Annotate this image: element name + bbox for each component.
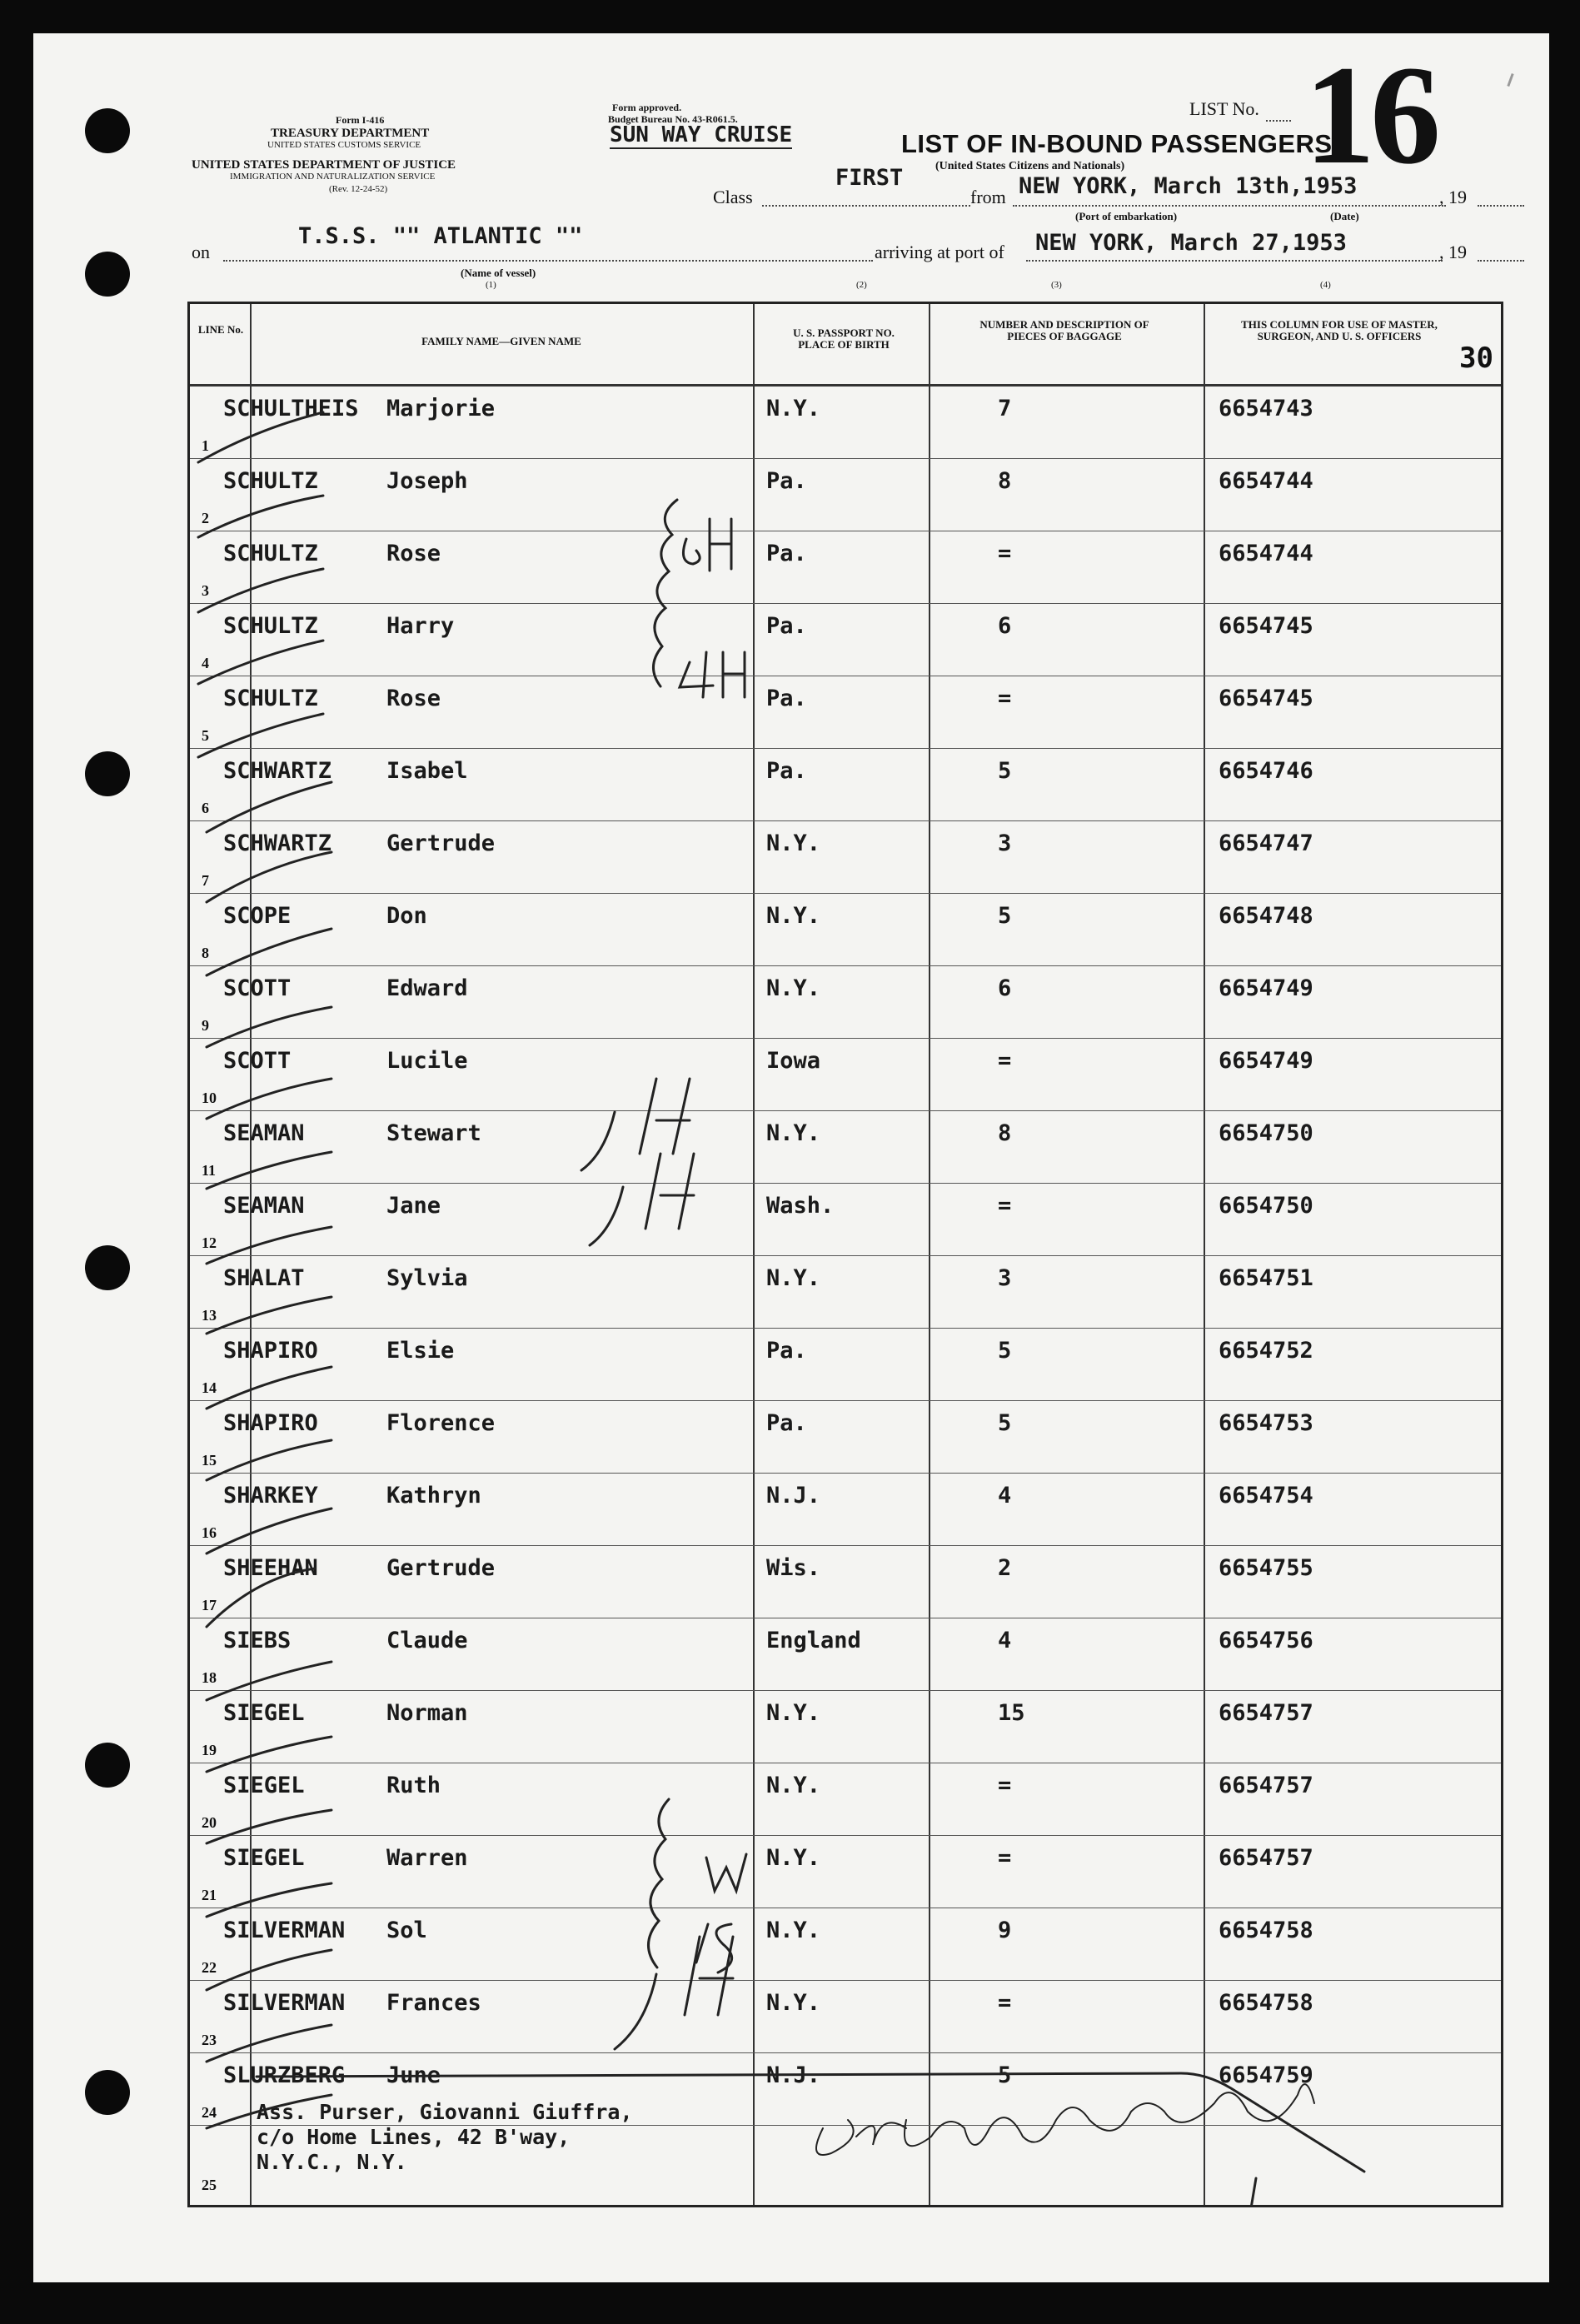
list-number-label: LIST No. — [1189, 98, 1259, 119]
column-mark-3: (3) — [1051, 280, 1062, 290]
arriving-value: NEW YORK, March 27,1953 — [1035, 230, 1347, 256]
given-name: Ruth — [386, 1773, 441, 1798]
passenger-row — [190, 965, 1501, 1039]
class-label: Class — [713, 187, 753, 207]
punch-hole — [85, 1743, 130, 1788]
baggage-count: = — [998, 1845, 1012, 1871]
line-number: 6 — [202, 800, 209, 816]
baggage-count: 4 — [998, 1628, 1012, 1653]
baggage-count: 2 — [998, 1555, 1012, 1581]
line-number: 24 — [202, 2104, 217, 2121]
given-name: Warren — [386, 1845, 468, 1871]
corner-mark — [1507, 73, 1513, 87]
passport-number: 6654749 — [1219, 975, 1313, 1001]
list-title: LIST OF IN-BOUND PASSENGERS — [901, 129, 1333, 158]
column-mark-4: (4) — [1320, 280, 1331, 290]
family-name: SCHWARTZ — [223, 830, 332, 856]
line-number: 19 — [202, 1742, 217, 1758]
line-number: 20 — [202, 1814, 217, 1831]
line-number: 16 — [202, 1524, 217, 1541]
baggage-count: 5 — [998, 903, 1012, 929]
given-name: Gertrude — [386, 830, 496, 856]
place-of-birth: Iowa — [766, 1048, 821, 1074]
passenger-row — [190, 1835, 1501, 1908]
vessel-line — [223, 260, 873, 262]
place-of-birth: N.Y. — [766, 1700, 821, 1726]
family-name: SHAPIRO — [223, 1410, 318, 1436]
family-name: SHARKEY — [223, 1483, 318, 1509]
punch-hole — [85, 751, 130, 796]
immigration-service: IMMIGRATION AND NATURALIZATION SERVICE — [230, 172, 436, 182]
arriving-label: arriving at port of — [875, 242, 1004, 262]
family-name: SHALAT — [223, 1265, 305, 1291]
given-name: Lucile — [386, 1048, 468, 1074]
place-of-birth: Pa. — [766, 541, 807, 566]
from-year-line — [1478, 205, 1524, 207]
baggage-count: = — [998, 1193, 1012, 1219]
from-label: from — [970, 187, 1006, 207]
punch-hole — [85, 1245, 130, 1290]
passport-number: 6654757 — [1219, 1700, 1313, 1726]
family-name: SCHWARTZ — [223, 758, 332, 784]
family-name: SCOTT — [223, 1048, 292, 1074]
baggage-count: 9 — [998, 1918, 1012, 1943]
purser-line-1: Ass. Purser, Giovanni Giuffra, — [257, 2100, 633, 2124]
given-name: Elsie — [386, 1338, 455, 1364]
passenger-table — [187, 302, 1503, 2207]
family-name: SIEBS — [223, 1628, 292, 1653]
place-of-birth: Pa. — [766, 468, 807, 494]
class-line — [762, 205, 970, 207]
passenger-row — [190, 1690, 1501, 1763]
family-name: SIEGEL — [223, 1700, 305, 1726]
baggage-count: 3 — [998, 830, 1012, 856]
passenger-row — [190, 531, 1501, 604]
given-name: Florence — [386, 1410, 496, 1436]
punch-hole — [85, 108, 130, 153]
place-of-birth: N.Y. — [766, 396, 821, 421]
given-name: Jane — [386, 1193, 441, 1219]
line-number: 3 — [202, 582, 209, 599]
date-note: (Date) — [1330, 210, 1359, 222]
given-name: Joseph — [386, 468, 468, 494]
place-of-birth: N.Y. — [766, 903, 821, 929]
family-name: SCOTT — [223, 975, 292, 1001]
family-name: SILVERMAN — [223, 1990, 346, 2016]
from-value: NEW YORK, March 13th,1953 — [1019, 173, 1358, 199]
given-name: Norman — [386, 1700, 468, 1726]
given-name: Kathryn — [386, 1483, 481, 1509]
list-number-line — [1266, 120, 1291, 122]
passport-number: 6654756 — [1219, 1628, 1313, 1653]
column-mark-2: (2) — [856, 280, 867, 290]
on-label: on — [192, 242, 210, 262]
given-name: Isabel — [386, 758, 468, 784]
baggage-count: = — [998, 1773, 1012, 1798]
line-number: 14 — [202, 1379, 217, 1396]
page-mark: 30 — [1459, 342, 1493, 375]
passenger-row — [190, 386, 1501, 459]
passport-number: 6654758 — [1219, 1990, 1313, 2016]
passport-number: 6654747 — [1219, 830, 1313, 856]
passenger-row — [190, 676, 1501, 749]
passenger-row — [190, 1183, 1501, 1256]
baggage-count: 5 — [998, 1410, 1012, 1436]
passport-number: 6654750 — [1219, 1193, 1313, 1219]
given-name: Sylvia — [386, 1265, 468, 1291]
passenger-row — [190, 458, 1501, 531]
passport-number: 6654748 — [1219, 903, 1313, 929]
customs-service: UNITED STATES CUSTOMS SERVICE — [267, 140, 421, 150]
embarkation-note: (Port of embarkation) — [1075, 210, 1178, 222]
line-number: 13 — [202, 1307, 217, 1324]
family-name: SEAMAN — [223, 1193, 305, 1219]
passenger-row — [190, 1908, 1501, 1981]
baggage-count: 8 — [998, 1120, 1012, 1146]
line-number: 1 — [202, 437, 209, 454]
passenger-row — [190, 1400, 1501, 1474]
place-of-birth: N.Y. — [766, 1773, 821, 1798]
given-name: Rose — [386, 686, 441, 711]
from-line — [1013, 205, 1446, 207]
passenger-row — [190, 1110, 1501, 1184]
line-number: 15 — [202, 1452, 217, 1469]
place-of-birth: N.Y. — [766, 1845, 821, 1871]
passport-number: 6654745 — [1219, 613, 1313, 639]
line-number: 17 — [202, 1597, 217, 1613]
baggage-count: 5 — [998, 758, 1012, 784]
place-of-birth: Wash. — [766, 1193, 835, 1219]
from-year: , 19 — [1439, 187, 1467, 207]
passport-number: 6654751 — [1219, 1265, 1313, 1291]
line-number: 23 — [202, 2032, 217, 2048]
baggage-count: 15 — [998, 1700, 1025, 1726]
baggage-count: 6 — [998, 613, 1012, 639]
passport-number: 6654752 — [1219, 1338, 1313, 1364]
passenger-row — [190, 1545, 1501, 1618]
baggage-count: 7 — [998, 396, 1012, 421]
family-name: SCOPE — [223, 903, 292, 929]
passenger-row — [190, 1980, 1501, 2053]
passenger-row — [190, 1255, 1501, 1329]
place-of-birth: Pa. — [766, 1338, 807, 1364]
line-number: 22 — [202, 1959, 217, 1976]
place-of-birth: Pa. — [766, 1410, 807, 1436]
line-number: 8 — [202, 945, 209, 961]
baggage-count: = — [998, 1990, 1012, 2016]
place-of-birth: N.Y. — [766, 1918, 821, 1943]
header-passport: U. S. PASSPORT NO. PLACE OF BIRTH — [793, 327, 895, 351]
given-name: Sol — [386, 1918, 427, 1943]
list-number: 16 — [1304, 37, 1436, 193]
given-name: Stewart — [386, 1120, 481, 1146]
passport-number: 6654749 — [1219, 1048, 1313, 1074]
purser-line-3: N.Y.C., N.Y. — [257, 2150, 407, 2174]
passport-number: 6654753 — [1219, 1410, 1313, 1436]
place-of-birth: N.J. — [766, 1483, 821, 1509]
passenger-row — [190, 603, 1501, 676]
department-of-justice: UNITED STATES DEPARTMENT OF JUSTICE — [192, 158, 456, 172]
family-name: SIEGEL — [223, 1845, 305, 1871]
line-number: 21 — [202, 1887, 217, 1903]
punch-hole — [85, 252, 130, 297]
place-of-birth: N.Y. — [766, 1120, 821, 1146]
line-number: 5 — [202, 727, 209, 744]
line-number: 25 — [202, 2177, 217, 2193]
baggage-count: 5 — [998, 1338, 1012, 1364]
baggage-count: = — [998, 686, 1012, 711]
family-name: SLURZBERG — [223, 2062, 346, 2088]
family-name: SCHULTZ — [223, 686, 318, 711]
baggage-count: 3 — [998, 1265, 1012, 1291]
baggage-count: 8 — [998, 468, 1012, 494]
line-number: 18 — [202, 1669, 217, 1686]
place-of-birth: N.J. — [766, 2062, 821, 2088]
baggage-count: = — [998, 541, 1012, 566]
given-name: Claude — [386, 1628, 468, 1653]
arriving-year: , 19 — [1439, 242, 1467, 262]
place-of-birth: Pa. — [766, 613, 807, 639]
line-number: 2 — [202, 510, 209, 526]
treasury-department: TREASURY DEPARTMENT — [271, 127, 430, 140]
form-revision: (Rev. 12-24-52) — [329, 184, 388, 194]
passport-number: 6654743 — [1219, 396, 1313, 421]
passenger-row — [190, 1473, 1501, 1546]
header-officers: THIS COLUMN FOR USE OF MASTER, SURGEON, AND U. S. OFFICERS — [1241, 318, 1438, 342]
family-name: SCHULTZ — [223, 468, 318, 494]
purser-line-2: c/o Home Lines, 42 B'way, — [257, 2125, 571, 2149]
form-approved: Form approved. — [612, 102, 682, 113]
passport-number: 6654758 — [1219, 1918, 1313, 1943]
given-name: Harry — [386, 613, 455, 639]
arriving-year-line — [1478, 260, 1524, 262]
baggage-count: 5 — [998, 2062, 1012, 2088]
form-number: Form I-416 — [336, 114, 385, 126]
passenger-row — [190, 820, 1501, 894]
passport-number: 6654744 — [1219, 541, 1313, 566]
baggage-count: 6 — [998, 975, 1012, 1001]
passport-number: 6654750 — [1219, 1120, 1313, 1146]
passport-number: 6654757 — [1219, 1773, 1313, 1798]
line-number: 9 — [202, 1017, 209, 1034]
line-number: 7 — [202, 872, 209, 889]
list-subtitle: (United States Citizens and Nationals) — [935, 160, 1125, 172]
family-name: SIEGEL — [223, 1773, 305, 1798]
vessel-note: (Name of vessel) — [461, 267, 536, 279]
class-value: FIRST — [835, 165, 904, 191]
place-of-birth: N.Y. — [766, 975, 821, 1001]
given-name: Rose — [386, 541, 441, 566]
passenger-row — [190, 748, 1501, 821]
header-name: FAMILY NAME—GIVEN NAME — [421, 335, 581, 347]
given-name: Don — [386, 903, 427, 929]
place-of-birth: Wis. — [766, 1555, 821, 1581]
passport-number: 6654754 — [1219, 1483, 1313, 1509]
manifest-page — [33, 33, 1549, 2282]
passenger-row — [190, 1038, 1501, 1111]
place-of-birth: N.Y. — [766, 1990, 821, 2016]
given-name: Edward — [386, 975, 468, 1001]
line-number: 12 — [202, 1234, 217, 1251]
line-number: 4 — [202, 655, 209, 671]
passport-number: 6654755 — [1219, 1555, 1313, 1581]
baggage-count: = — [998, 1048, 1012, 1074]
passenger-row — [190, 893, 1501, 966]
family-name: SHEEHAN — [223, 1555, 318, 1581]
place-of-birth: Pa. — [766, 686, 807, 711]
family-name: SCHULTHEIS — [223, 396, 359, 421]
baggage-count: 4 — [998, 1483, 1012, 1509]
family-name: SCHULTZ — [223, 613, 318, 639]
passenger-row — [190, 1763, 1501, 1836]
line-number: 11 — [202, 1162, 217, 1179]
given-name: June — [386, 2062, 441, 2088]
passenger-row — [190, 1618, 1501, 1691]
punch-hole — [85, 2070, 130, 2115]
passport-number: 6654744 — [1219, 468, 1313, 494]
passenger-row — [190, 1328, 1501, 1401]
family-name: SEAMAN — [223, 1120, 305, 1146]
place-of-birth: N.Y. — [766, 1265, 821, 1291]
line-number: 10 — [202, 1090, 217, 1106]
given-name: Gertrude — [386, 1555, 496, 1581]
place-of-birth: N.Y. — [766, 830, 821, 856]
header-baggage: NUMBER AND DESCRIPTION OF PIECES OF BAGGAGE — [979, 318, 1149, 342]
arriving-line — [1026, 260, 1443, 262]
passport-number: 6654757 — [1219, 1845, 1313, 1871]
place-of-birth: England — [766, 1628, 861, 1653]
family-name: SCHULTZ — [223, 541, 318, 566]
budget-bureau: Budget Bureau No. 43-R061.5. — [608, 113, 738, 125]
column-mark-1: (1) — [486, 280, 496, 290]
passport-number: 6654746 — [1219, 758, 1313, 784]
passport-number: 6654745 — [1219, 686, 1313, 711]
family-name: SILVERMAN — [223, 1918, 346, 1943]
given-name: Frances — [386, 1990, 481, 2016]
vessel-name: T.S.S. "" ATLANTIC "" — [298, 223, 583, 249]
passport-number: 6654759 — [1219, 2062, 1313, 2088]
family-name: SHAPIRO — [223, 1338, 318, 1364]
place-of-birth: Pa. — [766, 758, 807, 784]
cruise-name: SUN WAY CRUISE — [610, 122, 793, 147]
given-name: Marjorie — [386, 396, 496, 421]
header-line-no: LINE No. — [197, 323, 244, 336]
